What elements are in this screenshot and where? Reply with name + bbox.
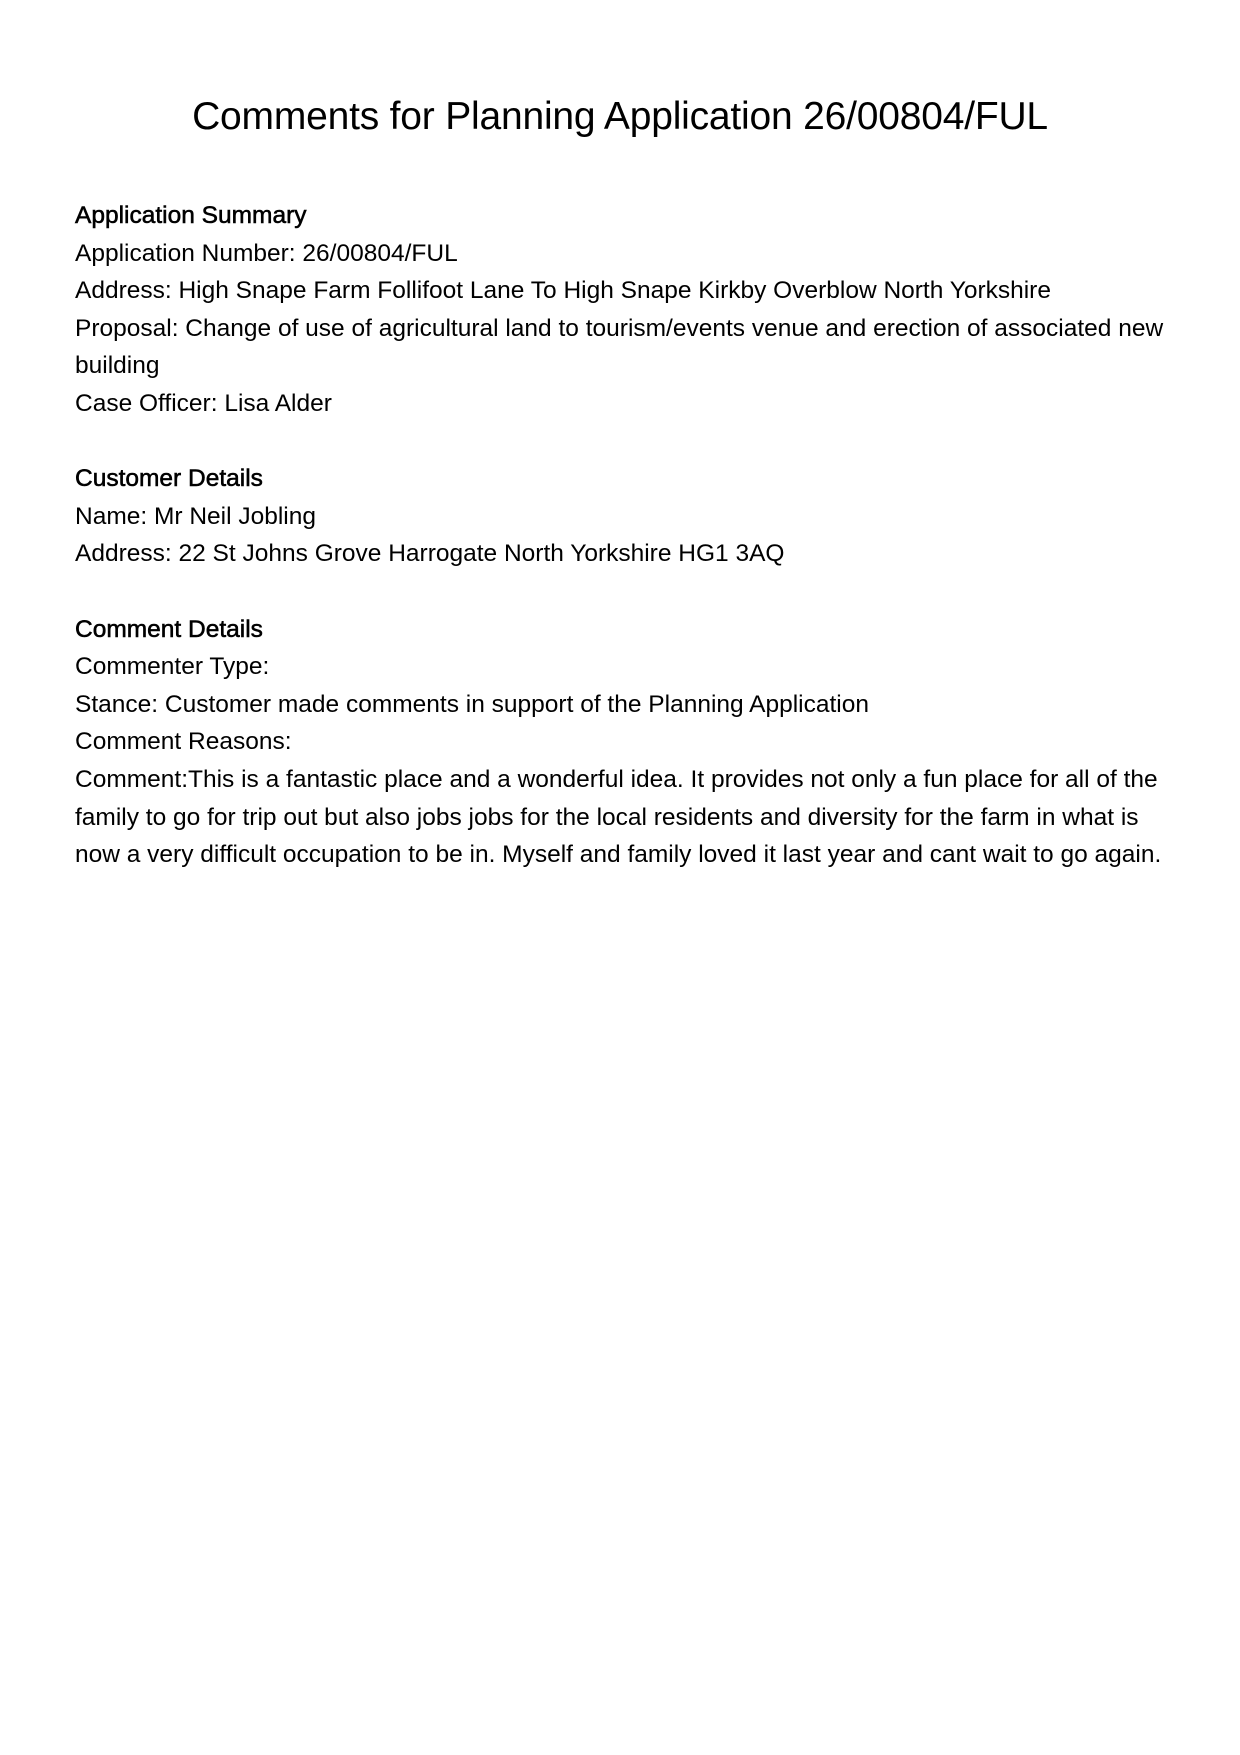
case-officer: Case Officer: Lisa Alder	[75, 389, 332, 417]
comment-details-section	[75, 611, 1175, 874]
document-body	[75, 197, 1175, 911]
application-summary-heading: Application Summary	[75, 202, 307, 229]
commenter-type: Commenter Type:	[75, 653, 270, 681]
customer-name: Name: Mr Neil Jobling	[75, 502, 316, 530]
application-proposal: Proposal: Change of use of agricultural land to tourism/events venue and erection of associated new building	[75, 314, 1164, 380]
stance: Stance: Customer made comments in support of the Planning Application	[75, 690, 869, 718]
page-title: Comments for Planning Application 26/00804/FUL	[192, 95, 1048, 138]
customer-address: Address: 22 St Johns Grove Harrogate North Yorkshire HG1 3AQ	[75, 540, 785, 568]
comment-text: Comment:This is a fantastic place and a wonderful idea. It provides not only a fun place for all of the family to go for trip out but also jobs jobs for the local residents and diversity for the farm in what is now a very difficult occupation to be in. Myself and family loved it last year and cant wait to go again.	[75, 765, 1162, 869]
application-summary-section	[75, 197, 1175, 423]
application-address: Address: High Snape Farm Follifoot Lane To High Snape Kirkby Overblow North Yorkshire	[75, 277, 1051, 305]
comment-reasons: Comment Reasons:	[75, 728, 292, 756]
customer-details-heading: Customer Details	[75, 465, 263, 493]
application-number: Application Number: 26/00804/FUL	[75, 239, 458, 267]
customer-details-section	[75, 460, 1175, 573]
comment-details-heading: Comment Details	[75, 615, 263, 643]
